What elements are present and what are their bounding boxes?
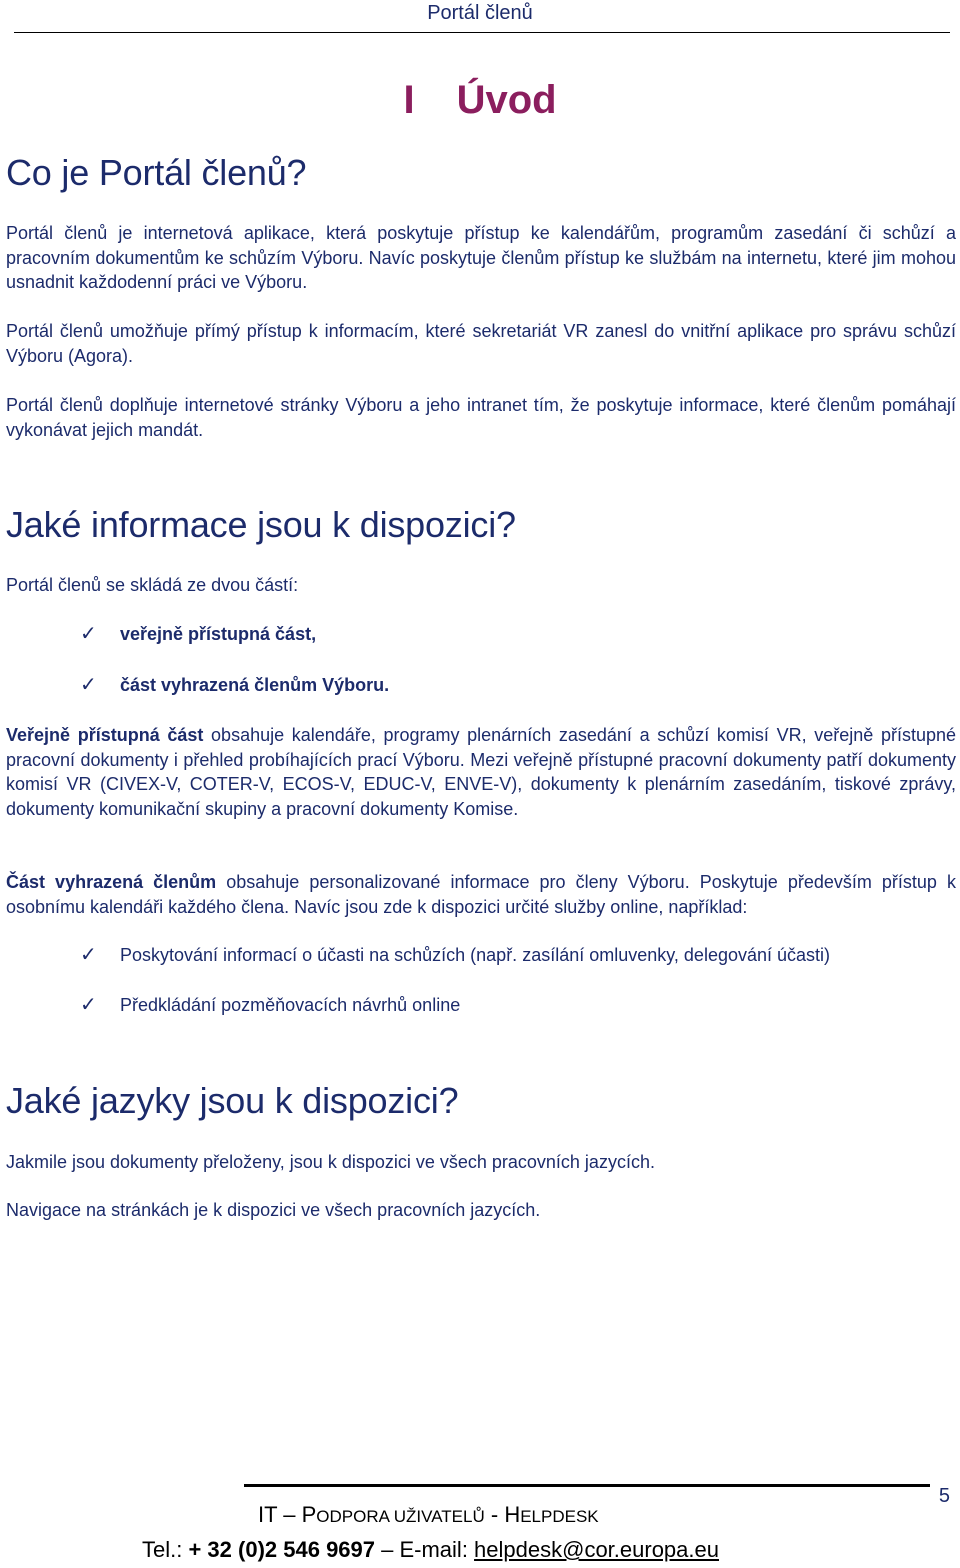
footer-contact xyxy=(142,1537,719,1563)
footer-dept-c: - H xyxy=(484,1502,521,1527)
paragraph-navigation: Navigace na stránkách je k dispozici ve všech pracovních jazycích. xyxy=(6,1200,541,1220)
list-item-public: veřejně přístupná část, xyxy=(120,624,317,644)
paragraph-parts-intro: Portál členů se skládá ze dvou částí: xyxy=(6,575,299,595)
public-part-text: obsahuje kalendáře, programy plenárních zasedání a schůzí komisí VR, veřejně přístupné pracovní dokumenty i přehled probíhajících prací Výboru. Mezi veřejně přístupné pracovní dokumenty patří dokumenty komisí VR (CIVEX-V, COTER-V, ECOS-V, EDUC-V, ENVE-V), dokumenty k plenárním zasedáním, tiskové zprávy, dokumenty komunikační skupiny a pracovní dokumenty Komise. xyxy=(6,725,956,819)
tel-label: Tel.: xyxy=(142,1537,189,1562)
section-heading-what-is: Co je Portál členů? xyxy=(6,152,307,193)
public-part-label: Veřejně přístupná část xyxy=(6,725,204,745)
paragraph-public-part xyxy=(6,723,956,821)
email-link[interactable]: helpdesk@cor.europa.eu xyxy=(474,1537,719,1562)
section-heading-languages: Jaké jazyky jsou k dispozici? xyxy=(6,1080,459,1121)
footer-rule xyxy=(244,1484,930,1487)
email-label: – E-mail: xyxy=(375,1537,475,1562)
checkmark-icon: ✓ xyxy=(80,944,97,966)
list-item-reserved: část vyhrazená členům Výboru. xyxy=(120,675,390,695)
footer-dept-d: ELPDESK xyxy=(520,1507,599,1526)
paragraph-intro: Portál členů je internetová aplikace, která poskytuje přístup ke kalendářům, programům zasedání či schůzí a pracovním dokumentům ke schůzím Výboru. Navíc poskytuje členům přístup ke službám na internetu, které jim mohou usnadnit každodenní práci ve Výboru. xyxy=(6,223,956,292)
reserved-part-text: obsahuje personalizované informace pro členy Výboru. Poskytuje především přístup k osobnímu kalendáři každého člena. Navíc jsou zde k dispozici určité služby online, například: xyxy=(6,872,956,917)
tel-number: + 32 (0)2 546 9697 xyxy=(188,1537,376,1562)
header-rule xyxy=(14,32,950,33)
paragraph-direct-access: Portál členů umožňuje přímý přístup k informacím, které sekretariát VR zanesl do vnitřní aplikace pro správu schůzí Výboru (Agora). xyxy=(6,321,956,366)
list-item-service-attendance: Poskytování informací o účasti na schůzích (např. zasílání omluvenky, delegování účasti) xyxy=(120,945,831,965)
chapter-title: Úvod xyxy=(456,78,557,122)
section-heading-information: Jaké informace jsou k dispozici? xyxy=(6,504,516,545)
checkmark-icon: ✓ xyxy=(80,623,97,645)
footer-dept-b: ODPORA UŽIVATELŮ xyxy=(316,1507,485,1526)
chapter-heading xyxy=(0,78,960,123)
footer-dept-a: IT – P xyxy=(258,1502,317,1527)
paragraph-translations: Jakmile jsou dokumenty přeloženy, jsou k dispozici ve všech pracovních jazycích. xyxy=(6,1152,655,1172)
footer-department xyxy=(258,1502,599,1528)
paragraph-reserved-part xyxy=(6,870,956,919)
running-header: Portál členů xyxy=(427,2,533,24)
chapter-number: I xyxy=(403,78,415,122)
checkmark-icon: ✓ xyxy=(80,674,97,696)
paragraph-complements: Portál členů doplňuje internetové stránky Výboru a jeho intranet tím, že poskytuje informace, které členům pomáhají vykonávat jejich mandát. xyxy=(6,395,956,440)
page-number: 5 xyxy=(938,1485,950,1507)
list-item-service-amendments: Předkládání pozměňovacích návrhů online xyxy=(120,995,461,1015)
reserved-part-label: Část vyhrazená členům xyxy=(6,872,217,892)
checkmark-icon: ✓ xyxy=(80,994,97,1016)
